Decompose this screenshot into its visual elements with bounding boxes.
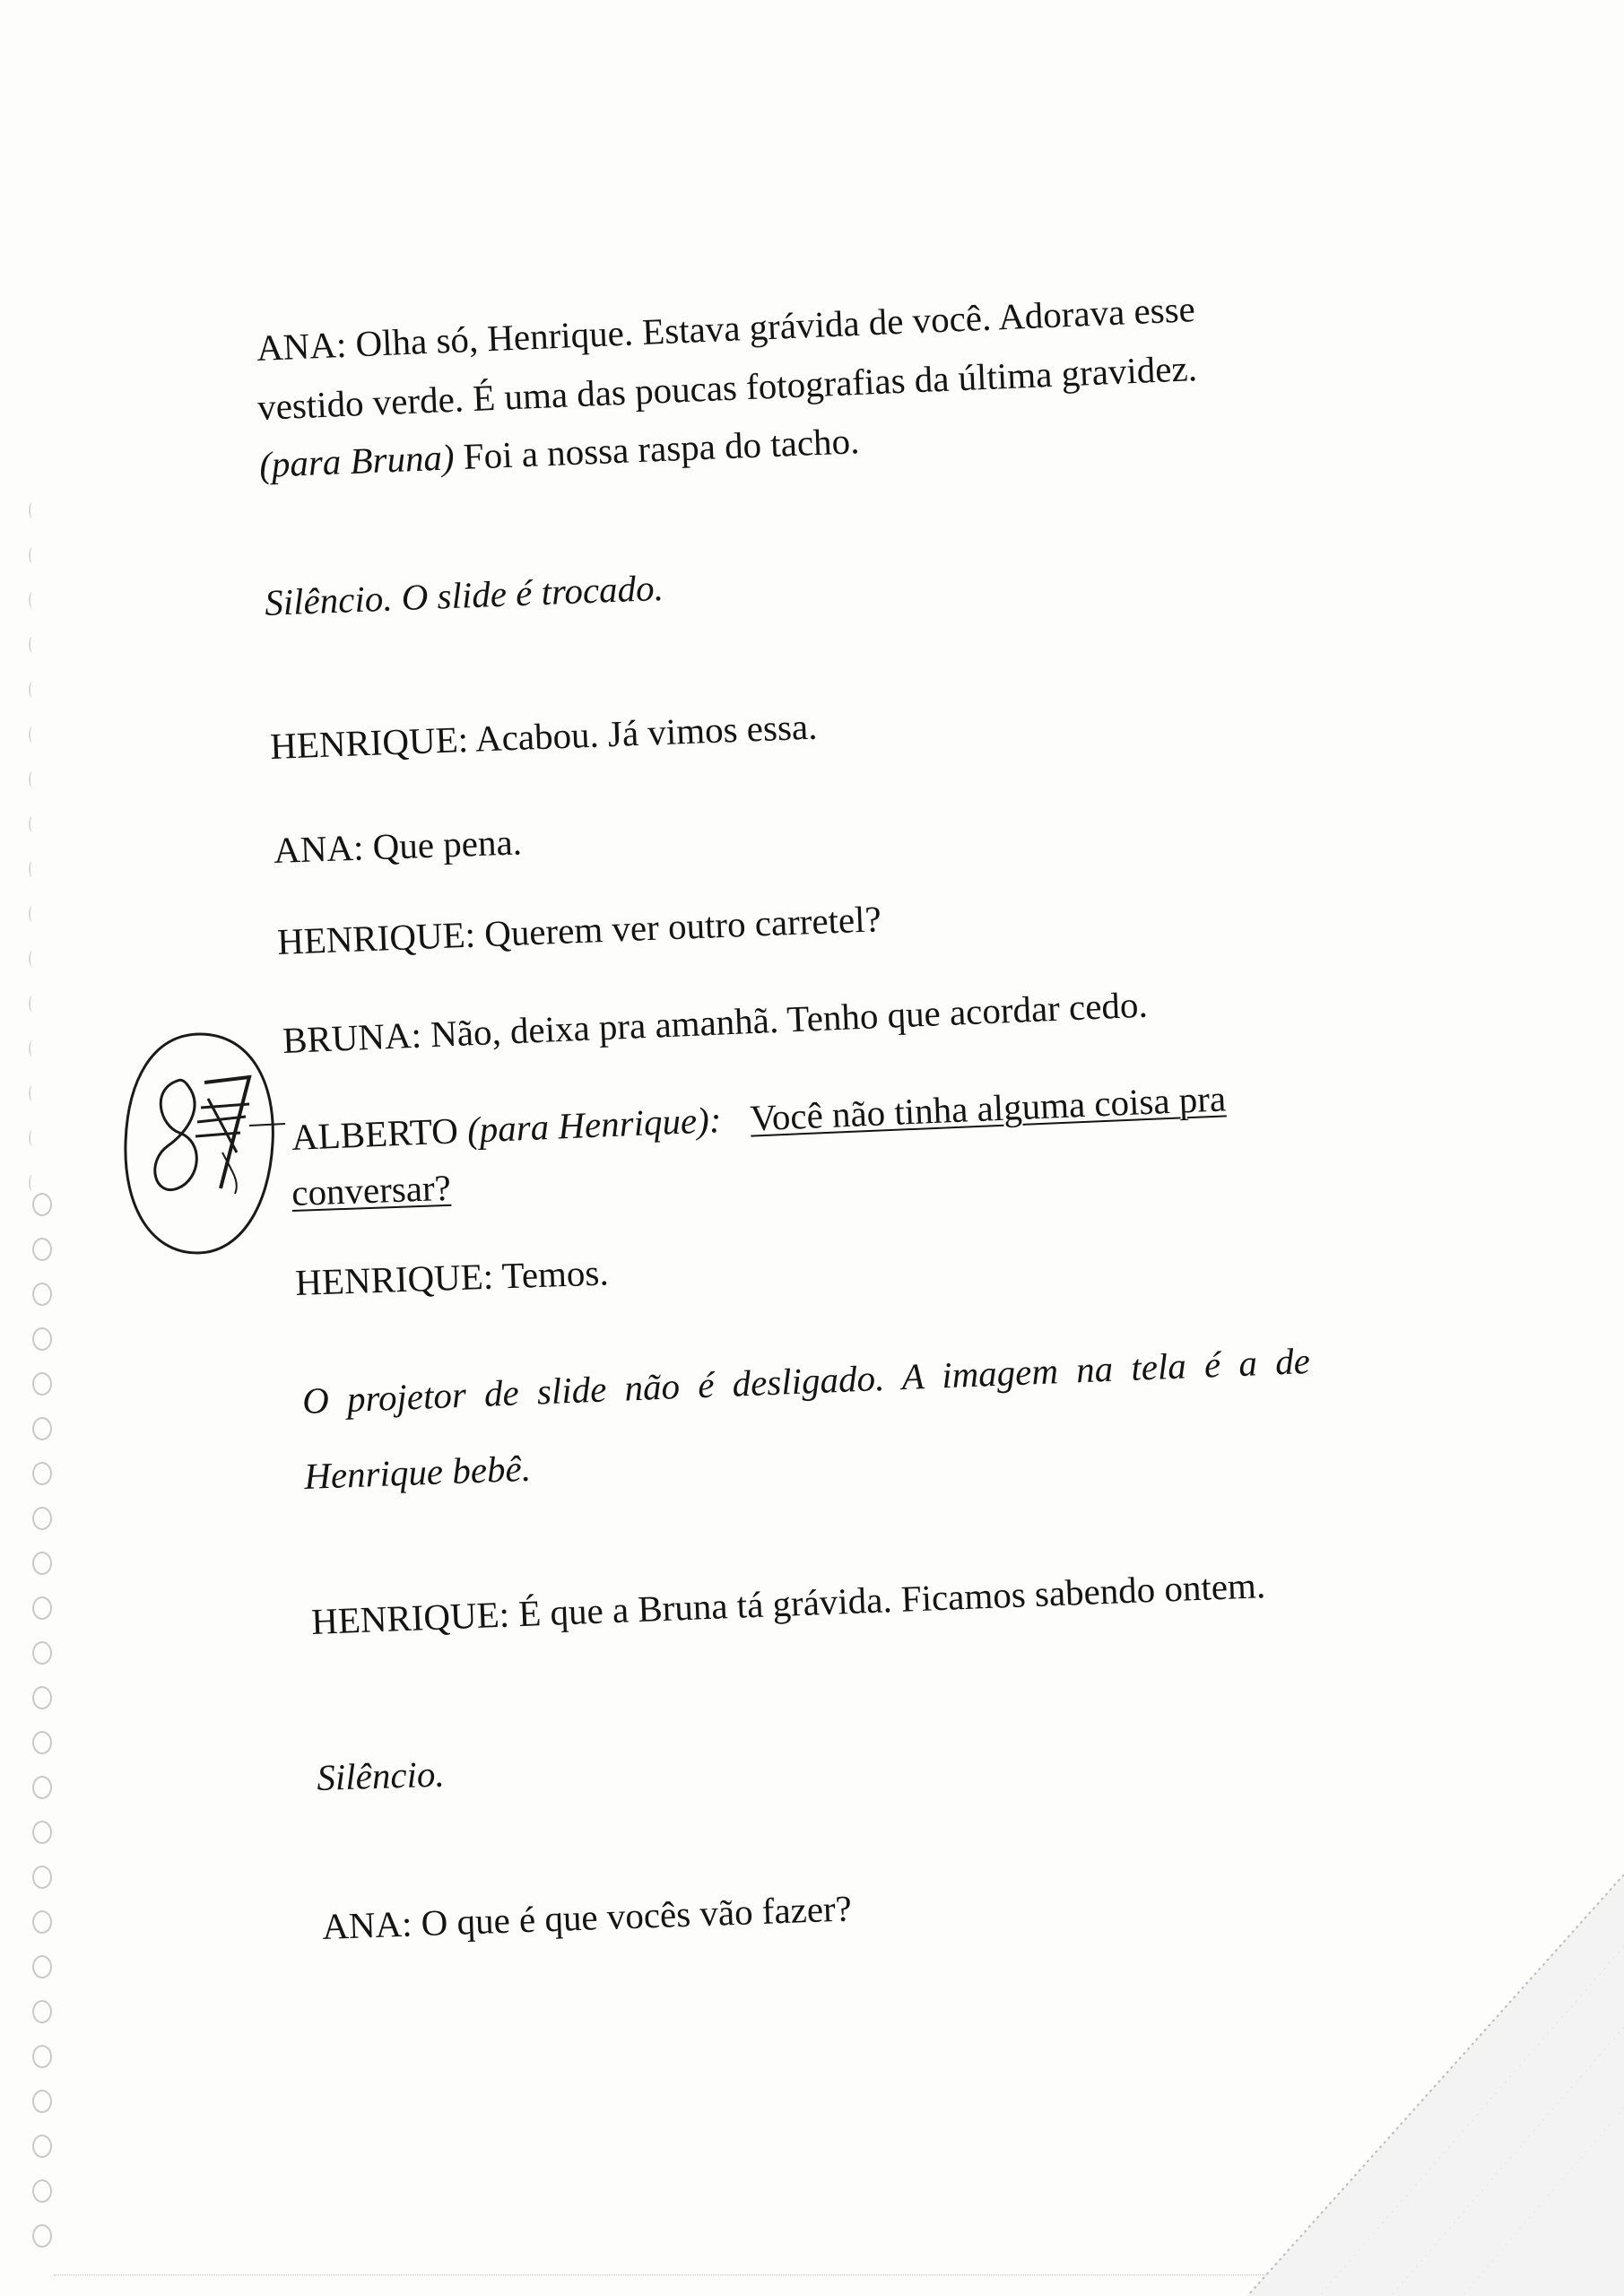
binder-hole bbox=[32, 1910, 52, 1934]
page-edge-marks bbox=[25, 502, 43, 1202]
stage-direction-projetor-1: O projetor de slide não é desligado. A imagem na tela é a de bbox=[301, 1339, 1311, 1422]
edge-mark bbox=[29, 1040, 36, 1057]
binder-hole bbox=[32, 1552, 52, 1575]
binder-hole bbox=[32, 2179, 52, 2203]
binder-hole bbox=[32, 1596, 52, 1620]
edge-mark bbox=[29, 951, 36, 967]
stage-direction-para-bruna: (para Bruna) bbox=[258, 436, 456, 485]
binder-hole bbox=[32, 1193, 52, 1216]
dialogue-henrique-2: HENRIQUE: Querem ver outro carretel? bbox=[276, 898, 882, 962]
edge-mark bbox=[29, 996, 36, 1012]
stage-direction-projetor-2: Henrique bebê. bbox=[303, 1447, 532, 1497]
binder-hole bbox=[32, 1955, 52, 1979]
binder-holes bbox=[27, 1193, 63, 2296]
binder-hole bbox=[32, 1686, 52, 1709]
dialogue-henrique-1: HENRIQUE: Acabou. Já vimos essa. bbox=[269, 705, 819, 767]
edge-mark bbox=[29, 547, 36, 563]
dialogue-ana-1: ANA: Olha só, Henrique. Estava grávida de você. Adorava esse bbox=[256, 288, 1196, 369]
edge-mark bbox=[29, 726, 36, 743]
dialogue-ana-3 bbox=[258, 422, 860, 483]
binder-hole bbox=[32, 1327, 52, 1351]
binder-hole bbox=[32, 1731, 52, 1754]
edge-mark bbox=[29, 906, 36, 922]
edge-mark bbox=[29, 637, 36, 653]
edge-mark bbox=[29, 502, 36, 518]
dialogue-bruna-1: BRUNA: Não, deixa pra amanhã. Tenho que acordar cedo. bbox=[282, 983, 1149, 1061]
edge-mark bbox=[29, 771, 36, 787]
stamp-drawing bbox=[115, 1018, 285, 1269]
dialogue-ana-5: ANA: O que é que vocês vão fazer? bbox=[321, 1887, 853, 1947]
edge-mark bbox=[29, 682, 36, 698]
binder-hole bbox=[32, 2045, 52, 2068]
edge-mark bbox=[29, 816, 36, 832]
stage-direction-silencio: Silêncio. bbox=[316, 1752, 446, 1798]
dialogue-ana-4: ANA: Que pena. bbox=[273, 821, 523, 871]
binder-hole bbox=[32, 1417, 52, 1440]
stage-direction-para-henrique: (para Henrique): bbox=[466, 1098, 723, 1151]
binder-hole bbox=[32, 1507, 52, 1530]
dialogue-ana-3-text: Foi a nossa raspa do tacho. bbox=[453, 420, 861, 478]
binder-hole bbox=[32, 1776, 52, 1799]
edge-mark bbox=[29, 1085, 36, 1101]
edge-mark bbox=[29, 1175, 36, 1191]
edge-mark bbox=[29, 861, 36, 877]
binder-hole bbox=[32, 1462, 52, 1485]
binder-hole bbox=[32, 2090, 52, 2113]
binder-hole bbox=[32, 1372, 52, 1396]
stage-direction-silencio-slide: Silêncio. O slide é trocado. bbox=[264, 566, 664, 623]
underlined-question-2: conversar? bbox=[291, 1166, 452, 1213]
edge-mark bbox=[29, 592, 36, 608]
dialogue-henrique-4: HENRIQUE: É que a Bruna tá grávida. Ficamos sabendo ontem. bbox=[310, 1564, 1266, 1642]
dialogue-alberto-2 bbox=[291, 1166, 452, 1213]
edge-mark bbox=[29, 1130, 36, 1146]
binder-hole bbox=[32, 1821, 52, 1844]
dialogue-ana-2: vestido verde. É uma das poucas fotografias da última gravidez. bbox=[256, 347, 1198, 428]
speaker-alberto: ALBERTO bbox=[291, 1109, 469, 1158]
binder-hole bbox=[32, 1283, 52, 1306]
dialogue-alberto-1 bbox=[291, 1077, 1227, 1158]
binder-hole bbox=[32, 1238, 52, 1261]
binder-hole bbox=[32, 2224, 52, 2248]
corner-fold-shadow bbox=[1247, 1874, 1624, 2296]
binder-hole bbox=[32, 2135, 52, 2158]
dialogue-henrique-3: HENRIQUE: Temos. bbox=[294, 1251, 610, 1303]
underlined-question-1: Você não tinha alguma coisa pra bbox=[749, 1077, 1227, 1139]
binder-hole bbox=[32, 2000, 52, 2023]
handwritten-page-number-stamp bbox=[115, 1018, 285, 1269]
binder-hole bbox=[32, 1641, 52, 1665]
binder-hole bbox=[32, 1866, 52, 1889]
